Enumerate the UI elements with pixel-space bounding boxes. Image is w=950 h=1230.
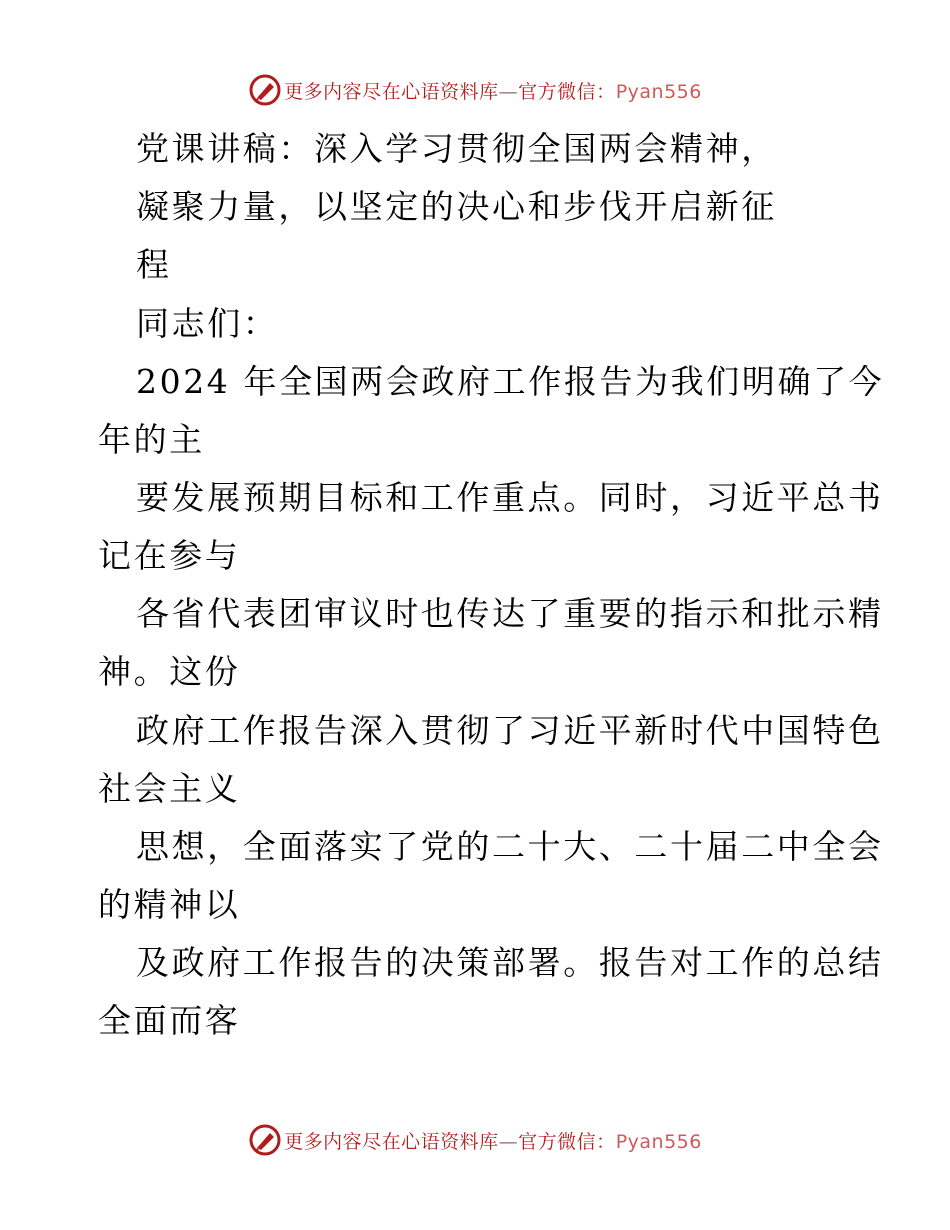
banner-wechat-label: 官方微信： bbox=[518, 1130, 616, 1153]
banner-text bbox=[284, 1127, 702, 1154]
title-line-2: 凝聚力量，以坚定的决心和步伐开启新征 bbox=[136, 187, 777, 226]
paragraph-line: 思想，全面落实了党的二十大、二十届二中全会 bbox=[136, 827, 884, 866]
banner-separator: — bbox=[498, 1130, 519, 1153]
paragraph-line: 及政府工作报告的决策部署。报告对工作的总结 bbox=[136, 943, 884, 982]
header-banner bbox=[0, 70, 950, 110]
pen-logo-icon bbox=[248, 1123, 282, 1157]
banner-text bbox=[284, 77, 702, 104]
paragraph-line: 政府工作报告深入贯彻了习近平新时代中国特色 bbox=[136, 711, 884, 750]
paragraph-line: 的精神以 bbox=[98, 885, 241, 924]
paragraph-line: 2024 年全国两会政府工作报告为我们明确了今 bbox=[136, 362, 885, 401]
paragraph-line: 神。这份 bbox=[98, 652, 241, 691]
paragraph-line: 全面而客 bbox=[98, 1001, 241, 1040]
paragraph-line: 要发展预期目标和工作重点。同时，习近平总书 bbox=[136, 478, 884, 517]
paragraph-line: 社会主义 bbox=[98, 769, 241, 808]
banner-main-text: 更多内容尽在心语资料库 bbox=[284, 80, 499, 103]
pen-logo-icon bbox=[248, 73, 282, 107]
banner-main-text: 更多内容尽在心语资料库 bbox=[284, 1130, 499, 1153]
paragraph-line: 记在参与 bbox=[98, 536, 241, 575]
banner-wechat-id: Pyan556 bbox=[615, 80, 702, 103]
footer-banner bbox=[0, 1120, 950, 1160]
banner-separator: — bbox=[498, 80, 519, 103]
paragraph-line: 年的主 bbox=[98, 420, 205, 459]
paragraph-line: 各省代表团审议时也传达了重要的指示和批示精 bbox=[136, 594, 884, 633]
title-line-3: 程 bbox=[136, 245, 172, 284]
salutation: 同志们： bbox=[136, 304, 279, 343]
banner-wechat-id: Pyan556 bbox=[615, 1130, 702, 1153]
title-line-1: 党课讲稿：深入学习贯彻全国两会精神， bbox=[136, 129, 777, 168]
banner-wechat-label: 官方微信： bbox=[518, 80, 616, 103]
